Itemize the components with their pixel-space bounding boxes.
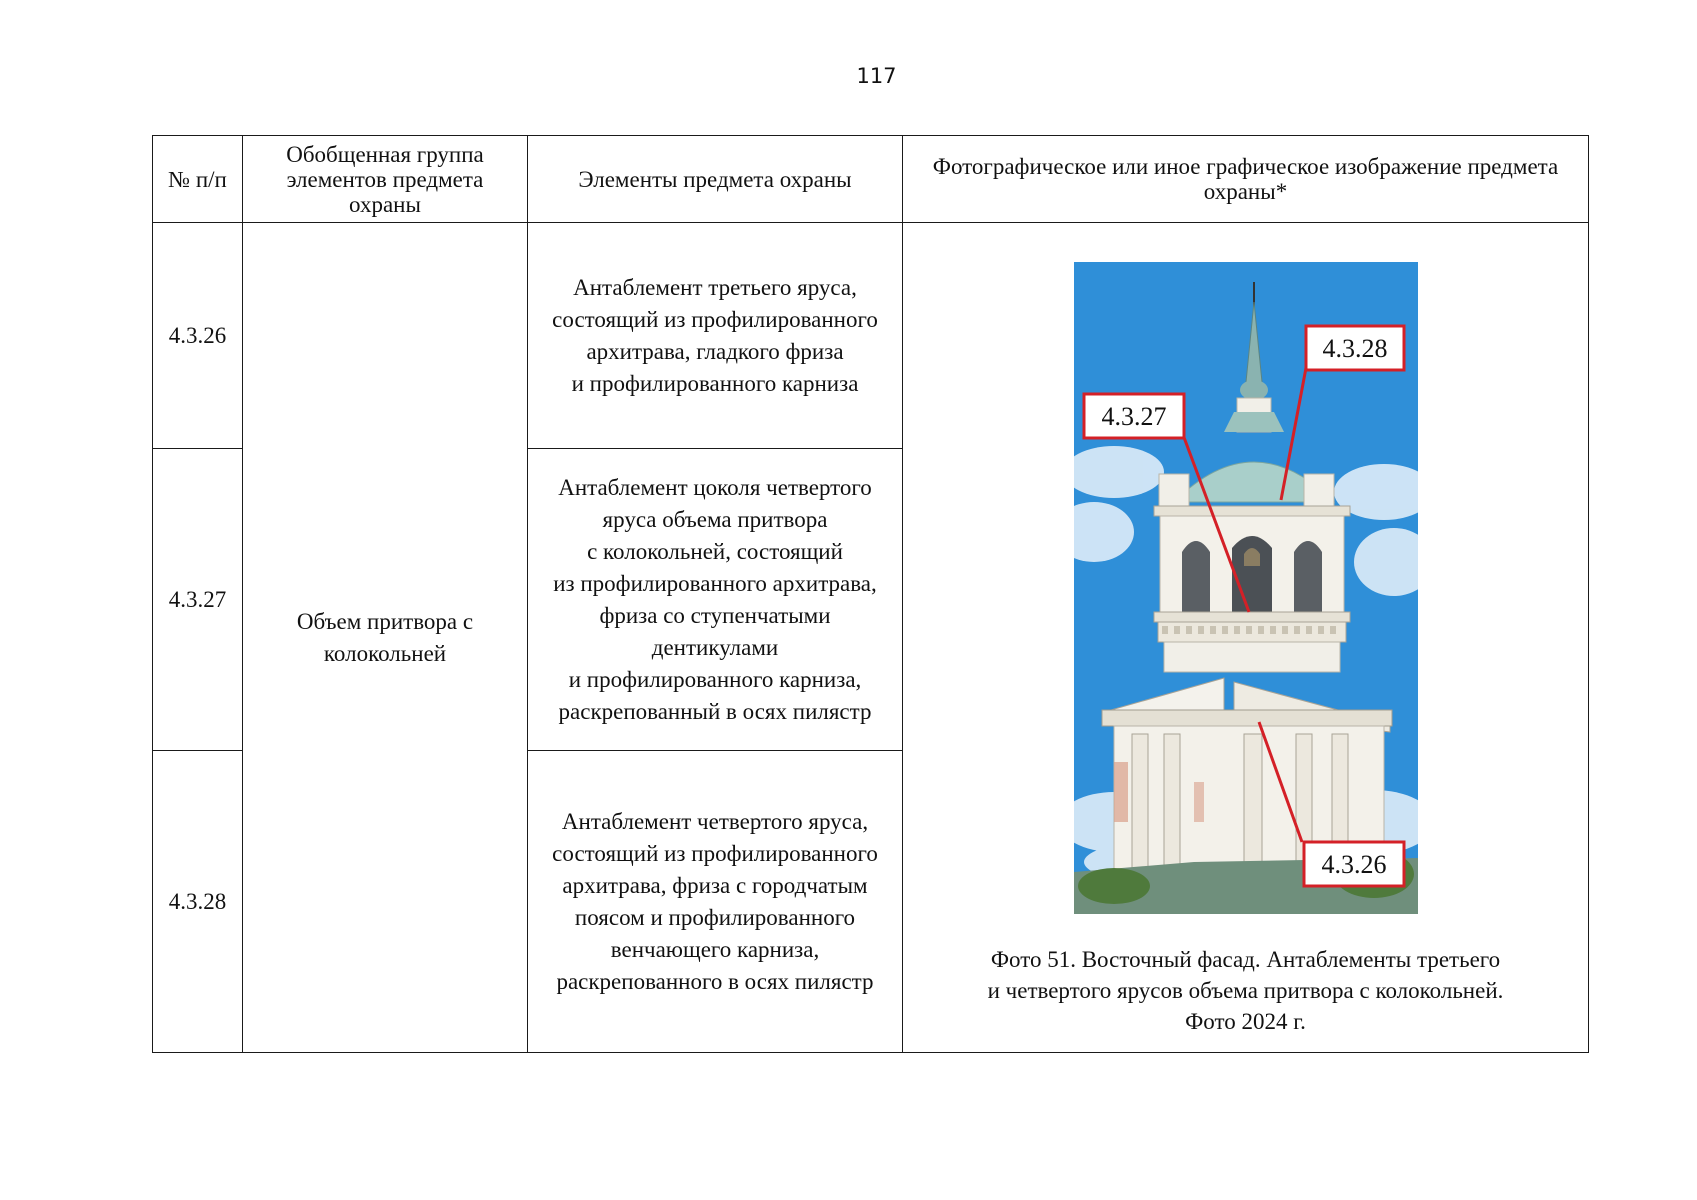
caption-line: и четвертого ярусов объема притвора с колокольней.	[987, 977, 1504, 1003]
header-elements: Элементы предмета охраны	[528, 136, 903, 223]
text-line: венчающего карниза,	[610, 936, 820, 962]
text-line: Антаблемент третьего яруса,	[573, 274, 857, 300]
caption-line: Фото 51. Восточный фасад. Антаблементы третьего	[990, 946, 1501, 972]
protection-elements-table	[152, 135, 1589, 1053]
text-line: Антаблемент четвертого яруса,	[561, 808, 869, 834]
text-line: и профилированного карниза	[571, 370, 859, 396]
text-line: архитрава, гладкого фриза	[586, 338, 844, 364]
text-line: состоящий из профилированного	[552, 840, 878, 866]
page-number: 117	[856, 64, 897, 88]
row-number: 4.3.26	[153, 223, 243, 449]
bell-tower-photo	[1074, 262, 1418, 914]
text-line: раскрепованного в осях пилястр	[556, 968, 874, 994]
group-label: Объем притвора с колокольней	[296, 608, 474, 666]
row-number: 4.3.28	[153, 751, 243, 1053]
text-line: фриза со ступенчатыми	[599, 602, 831, 628]
row-number: 4.3.27	[153, 449, 243, 751]
header-image: Фотографическое или иное графическое изображение предмета охраны*	[903, 136, 1589, 223]
table-header-row	[153, 136, 1589, 223]
header-number: № п/п	[153, 136, 243, 223]
callout-4-3-27	[1084, 394, 1184, 438]
photo-caption	[911, 944, 1580, 1037]
text-line: из профилированного архитрава,	[553, 570, 877, 596]
callout-label: 4.3.28	[1322, 333, 1387, 363]
caption-line: Фото 2024 г.	[1185, 1008, 1306, 1034]
callout-4-3-26	[1304, 842, 1404, 886]
text-line: состоящий из профилированного	[552, 306, 878, 332]
text-line: поясом и профилированного	[574, 904, 856, 930]
callout-label: 4.3.26	[1321, 849, 1386, 879]
text-line: архитрава, фриза с городчатым	[562, 872, 868, 898]
element-description	[528, 223, 903, 449]
group-cell	[243, 223, 528, 1053]
photo-cell	[903, 223, 1589, 1053]
text-line: яруса объема притвора	[602, 506, 828, 532]
text-line: Антаблемент цоколя четвертого	[558, 474, 872, 500]
text-line: дентикулами	[651, 634, 779, 660]
header-group: Обобщенная группа элементов предмета охраны	[243, 136, 528, 223]
callout-4-3-28	[1306, 326, 1404, 370]
text-line: и профилированного карниза,	[568, 666, 862, 692]
text-line: раскрепованный в осях пилястр	[558, 698, 872, 724]
callout-label: 4.3.27	[1101, 401, 1166, 431]
table-row	[153, 223, 1589, 449]
element-description	[528, 751, 903, 1053]
text-line: с колокольней, состоящий	[587, 538, 843, 564]
element-description	[528, 449, 903, 751]
